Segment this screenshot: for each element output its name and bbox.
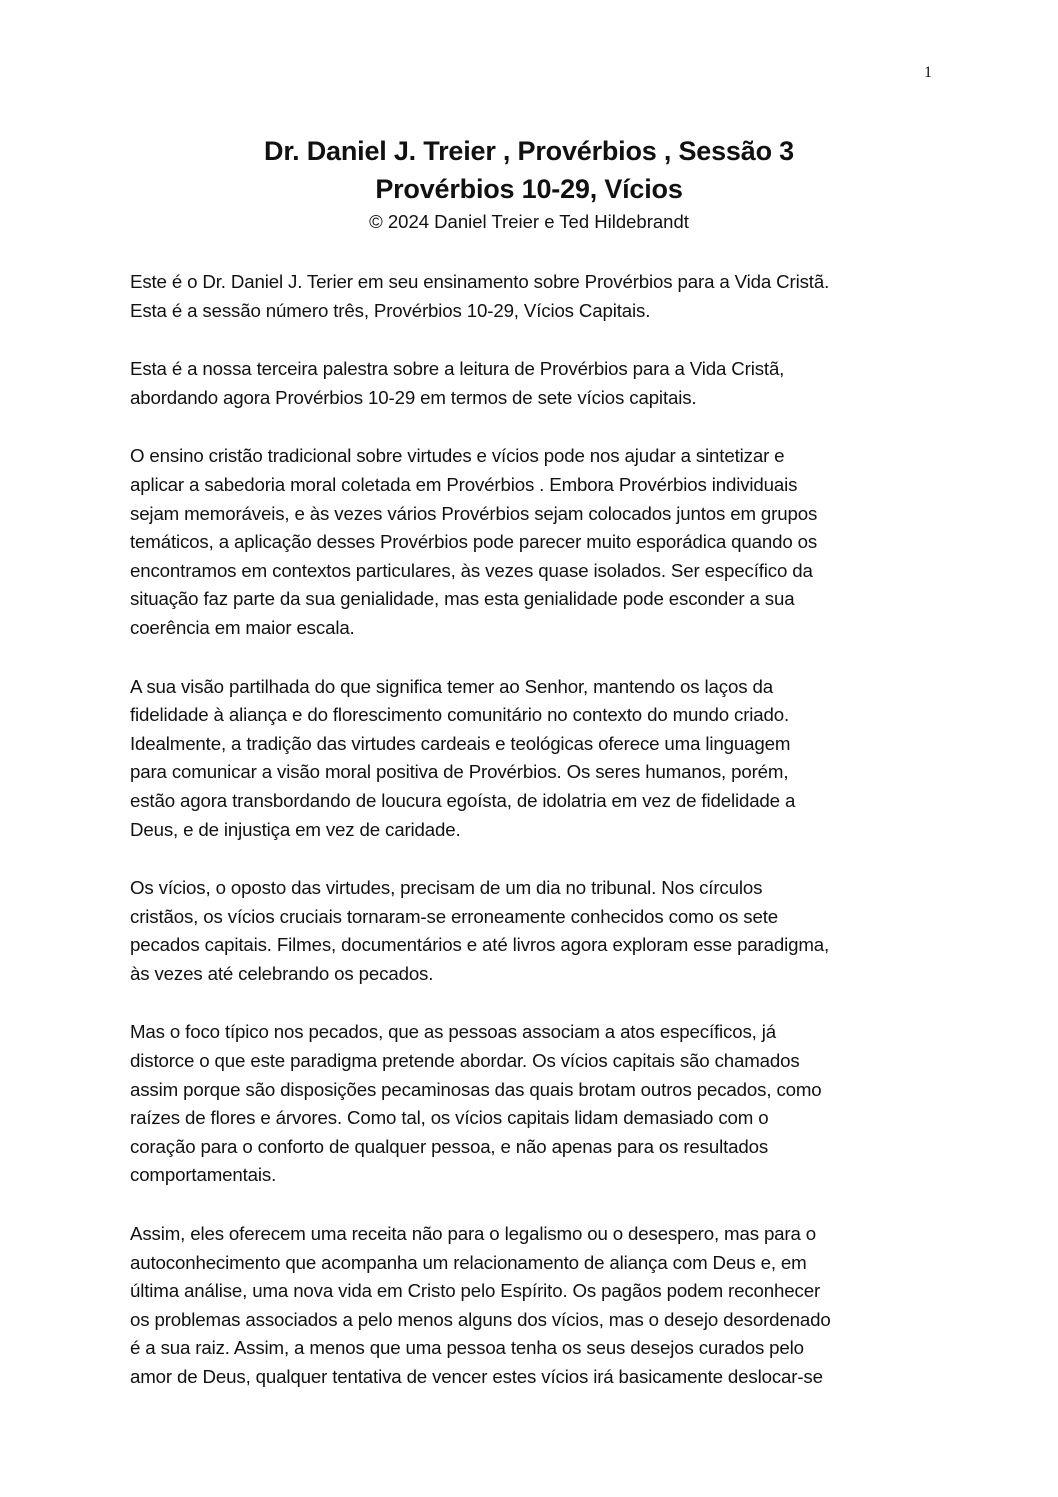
text-line: Assim, eles oferecem uma receita não para o legalismo ou o desespero, mas para o bbox=[130, 1223, 817, 1245]
text-line: estão agora transbordando de loucura egoísta, de idolatria em vez de fidelidade a bbox=[130, 789, 796, 811]
paragraph bbox=[130, 1220, 930, 1392]
paragraph bbox=[130, 355, 930, 412]
document-subtitle: Provérbios 10-29, Vícios bbox=[375, 174, 683, 204]
document-header bbox=[0, 132, 1058, 236]
paragraph bbox=[130, 268, 930, 325]
text-line: assim porque são disposições pecaminosas das quais brotam outros pecados, como bbox=[130, 1078, 822, 1100]
paragraph bbox=[130, 1018, 930, 1190]
copyright-notice: © 2024 Daniel Treier e Ted Hildebrandt bbox=[369, 211, 689, 232]
text-line: Este é o Dr. Daniel J. Terier em seu ensinamento sobre Provérbios para a Vida Cristã. bbox=[130, 271, 830, 292]
text-line: cristãos, os vícios cruciais tornaram-se erroneamente conhecidos como os sete bbox=[130, 905, 778, 927]
text-line: coração para o conforto de qualquer pessoa, e não apenas para os resultados bbox=[130, 1135, 769, 1157]
text-line: fidelidade à aliança e do florescimento comunitário no contexto do mundo criado. bbox=[130, 704, 790, 726]
text-line: comportamentais. bbox=[130, 1164, 277, 1186]
text-line: autoconhecimento que acompanha um relacionamento de aliança com Deus e, em bbox=[130, 1251, 807, 1273]
page-number: 1 bbox=[924, 64, 932, 81]
document-title: Dr. Daniel J. Treier , Provérbios , Sessão 3 bbox=[264, 136, 794, 166]
text-line: A sua visão partilhada do que significa temer ao Senhor, mantendo os laços da bbox=[130, 675, 773, 697]
text-line: Esta é a nossa terceira palestra sobre a leitura de Provérbios para a Vida Cristã, bbox=[130, 358, 785, 380]
text-line: última análise, uma nova vida em Cristo pelo Espírito. Os pagãos podem reconhecer bbox=[130, 1280, 821, 1302]
paragraph bbox=[130, 874, 930, 988]
text-line: Os vícios, o oposto das virtudes, precisam de um dia no tribunal. Nos círculos bbox=[130, 877, 763, 899]
text-line: abordando agora Provérbios 10-29 em termos de sete vícios capitais. bbox=[130, 386, 697, 408]
text-line: pecados capitais. Filmes, documentários e até livros agora exploram esse paradigma, bbox=[130, 934, 830, 956]
text-line: Idealmente, a tradição das virtudes cardeais e teológicas oferece uma linguagem bbox=[130, 732, 791, 754]
text-line: às vezes até celebrando os pecados. bbox=[130, 962, 434, 984]
text-line: Esta é a sessão número três, Provérbios 10-29, Vícios Capitais. bbox=[130, 299, 651, 321]
text-line: é a sua raiz. Assim, a menos que uma pessoa tenha os seus desejos curados pelo bbox=[130, 1337, 804, 1359]
text-line: aplicar a sabedoria moral coletada em Provérbios . Embora Provérbios individuais bbox=[130, 473, 798, 495]
text-line: Deus, e de injustiça em vez de caridade. bbox=[130, 818, 461, 840]
text-line: distorce o que este paradigma pretende abordar. Os vícios capitais são chamados bbox=[130, 1050, 800, 1072]
text-line: situação faz parte da sua genialidade, mas esta genialidade pode esconder a sua bbox=[130, 588, 795, 610]
text-line: amor de Deus, qualquer tentativa de vencer estes vícios irá basicamente deslocar-se bbox=[130, 1366, 823, 1387]
text-line: sejam memoráveis, e às vezes vários Provérbios sejam colocados juntos em grupos bbox=[130, 502, 818, 524]
document-body bbox=[130, 268, 930, 1422]
text-line: O ensino cristão tradicional sobre virtudes e vícios pode nos ajudar a sintetizar e bbox=[130, 445, 785, 467]
text-line: Mas o foco típico nos pecados, que as pessoas associam a atos específicos, já bbox=[130, 1021, 776, 1043]
text-line: coerência em maior escala. bbox=[130, 616, 355, 638]
text-line: raízes de flores e árvores. Como tal, os vícios capitais lidam demasiado com o bbox=[130, 1107, 769, 1129]
paragraph bbox=[130, 442, 930, 642]
text-line: para comunicar a visão moral positiva de Provérbios. Os seres humanos, porém, bbox=[130, 761, 789, 783]
text-line: encontramos em contextos particulares, às vezes quase isolados. Ser específico da bbox=[130, 559, 813, 581]
text-line: os problemas associados a pelo menos alguns dos vícios, mas o desejo desordenado bbox=[130, 1308, 831, 1330]
text-line: temáticos, a aplicação desses Provérbios pode parecer muito esporádica quando os bbox=[130, 531, 818, 553]
paragraph bbox=[130, 673, 930, 845]
